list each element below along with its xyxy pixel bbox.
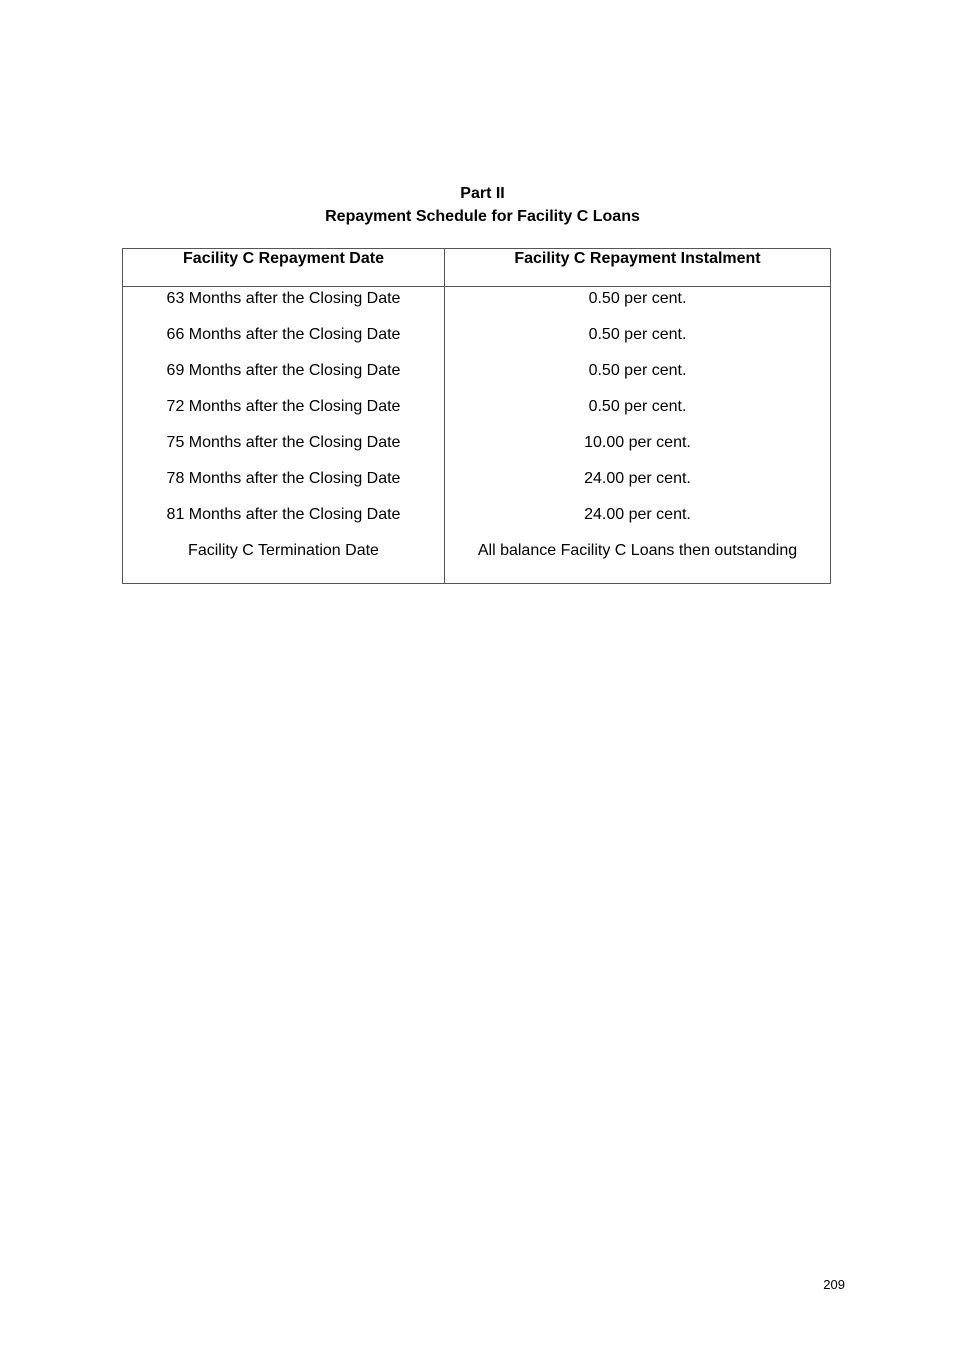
- repayment-instalment-cell: 0.50 per cent.: [445, 325, 831, 361]
- page-number: 209: [823, 1277, 845, 1292]
- repayment-instalment-cell: 0.50 per cent.: [445, 287, 831, 326]
- repayment-instalment-cell: All balance Facility C Loans then outstanding: [445, 541, 831, 584]
- repayment-instalment-cell: 0.50 per cent.: [445, 397, 831, 433]
- part-label: Part II: [460, 185, 505, 202]
- page-title: Repayment Schedule for Facility C Loans: [325, 208, 640, 225]
- table-row: [123, 287, 831, 326]
- table-row: [123, 469, 831, 505]
- repayment-instalment-cell: 24.00 per cent.: [445, 469, 831, 505]
- table-row: [123, 505, 831, 541]
- repayment-date-cell: 72 Months after the Closing Date: [123, 397, 445, 433]
- table-row: [123, 541, 831, 584]
- repayment-date-cell: 81 Months after the Closing Date: [123, 505, 445, 541]
- repayment-date-cell: 78 Months after the Closing Date: [123, 469, 445, 505]
- repayment-instalment-cell: 10.00 per cent.: [445, 433, 831, 469]
- column-header-repayment-instalment: Facility C Repayment Instalment: [445, 249, 831, 287]
- column-header-repayment-date: Facility C Repayment Date: [123, 249, 445, 287]
- repayment-instalment-cell: 24.00 per cent.: [445, 505, 831, 541]
- repayment-instalment-cell: 0.50 per cent.: [445, 361, 831, 397]
- repayment-date-cell: Facility C Termination Date: [123, 541, 445, 584]
- repayment-date-cell: 66 Months after the Closing Date: [123, 325, 445, 361]
- repayment-date-cell: 75 Months after the Closing Date: [123, 433, 445, 469]
- table-row: [123, 433, 831, 469]
- repayment-schedule-table: [122, 248, 831, 584]
- table-row: [123, 325, 831, 361]
- repayment-date-cell: 63 Months after the Closing Date: [123, 287, 445, 326]
- table-row: [123, 397, 831, 433]
- table-header-row: [123, 249, 831, 287]
- table-row: [123, 361, 831, 397]
- repayment-date-cell: 69 Months after the Closing Date: [123, 361, 445, 397]
